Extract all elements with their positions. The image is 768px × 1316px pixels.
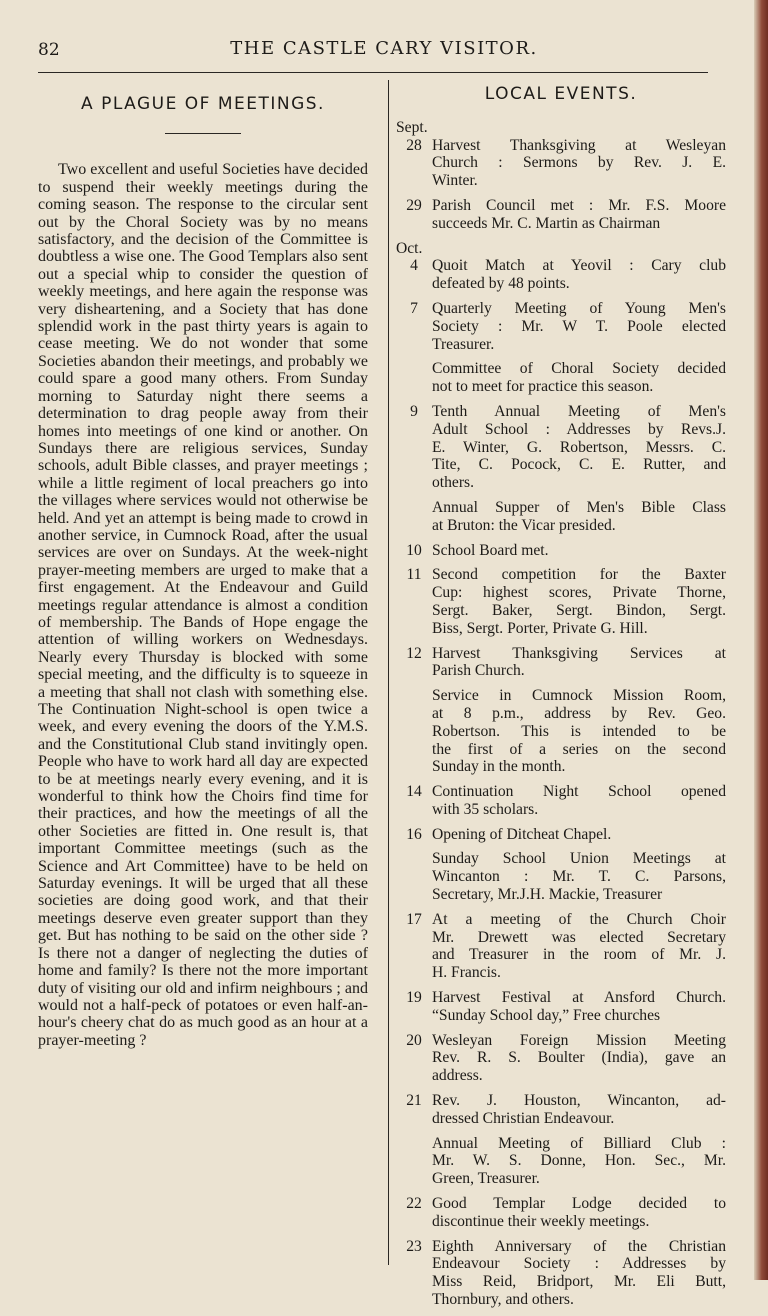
events-column xyxy=(396,86,726,1316)
event-line: Mr. Drewett was elected Secretary xyxy=(432,928,726,946)
event-line: and Treasurer in the room of Mr. J. xyxy=(432,946,726,964)
event-line: Harvest Festival at Ansford Church. xyxy=(432,989,726,1007)
event-entry xyxy=(396,1195,726,1231)
event-day: 20 xyxy=(406,1031,422,1049)
event-text xyxy=(432,645,726,777)
article-title: A PLAGUE OF MEETINGS. xyxy=(81,94,325,114)
event-day: 22 xyxy=(406,1195,422,1213)
month-label: Oct. xyxy=(396,239,423,257)
month-label: Sept. xyxy=(396,118,428,136)
event-line: Treasurer. xyxy=(432,335,495,353)
event-line: discontinue their weekly meetings. xyxy=(432,1212,650,1230)
event-day: 29 xyxy=(406,196,422,214)
event-line: School Board met. xyxy=(432,541,549,559)
event-text xyxy=(432,197,726,233)
event-day: 14 xyxy=(406,783,422,801)
event-item xyxy=(432,687,726,776)
event-line: Rev. J. Houston, Wincanton, ad- xyxy=(432,1092,726,1110)
book-spine-edge xyxy=(754,0,768,1280)
event-day: 11 xyxy=(406,566,422,584)
event-item xyxy=(432,1238,726,1309)
event-line: Robertson. This is intended to be xyxy=(432,722,726,740)
event-entry xyxy=(396,1238,726,1309)
event-item xyxy=(432,1135,726,1188)
event-line: succeeds Mr. C. Martin as Chairman xyxy=(432,214,661,232)
event-entry xyxy=(396,1032,726,1085)
event-item xyxy=(432,911,726,982)
event-entry xyxy=(396,300,726,396)
event-line: Service in Cumnock Mission Room, xyxy=(432,687,726,705)
title-rule xyxy=(165,133,241,134)
event-line: Quarterly Meeting of Young Men's xyxy=(432,299,726,317)
event-line: H. Francis. xyxy=(432,964,501,982)
event-text xyxy=(432,1195,726,1231)
event-line: at 8 p.m., address by Rev. Geo. xyxy=(432,704,726,722)
event-line: Annual Supper of Men's Bible Class xyxy=(432,498,726,516)
event-line: “Sunday School day,” Free churches xyxy=(432,1006,661,1024)
event-text xyxy=(432,1238,726,1309)
event-day: 4 xyxy=(410,257,418,275)
event-entry xyxy=(396,826,726,904)
event-line: Cup: highest scores, Private Thorne, xyxy=(432,584,726,602)
event-day: 12 xyxy=(406,644,422,662)
event-line: Quoit Match at Yeovil : Cary club xyxy=(432,257,726,275)
event-item xyxy=(432,645,726,681)
event-text xyxy=(432,300,726,396)
event-line: Tenth Annual Meeting of Men's xyxy=(432,402,726,420)
event-entry xyxy=(396,783,726,819)
event-line: Continuation Night School opened xyxy=(432,783,726,801)
event-item xyxy=(432,1032,726,1085)
event-line: Green, Treasurer. xyxy=(432,1170,540,1188)
event-item xyxy=(432,1195,726,1231)
event-line: with 35 scholars. xyxy=(432,800,539,818)
event-text xyxy=(432,783,726,819)
event-line: Tite, C. Pocock, C. E. Rutter, and xyxy=(432,456,726,474)
event-line: Harvest Thanksgiving at Wesleyan xyxy=(432,136,726,154)
article-column xyxy=(38,90,368,1049)
page-number: 82 xyxy=(38,40,60,60)
event-line: at Bruton: the Vicar presided. xyxy=(432,516,616,534)
column-divider xyxy=(388,80,389,1265)
event-text xyxy=(432,257,726,293)
event-text xyxy=(432,826,726,904)
header-rule xyxy=(38,72,708,73)
event-item xyxy=(432,197,726,233)
event-text xyxy=(432,989,726,1025)
event-line: Parish Church. xyxy=(432,662,525,680)
event-entry xyxy=(396,989,726,1025)
event-item xyxy=(432,783,726,819)
event-day: 16 xyxy=(406,825,422,843)
event-line: Mr. W. S. Donne, Hon. Sec., Mr. xyxy=(432,1152,726,1170)
article-body: Two excellent and useful Societies have decided to suspend their weekly meetings during the coming season. The response to the circular sent out by the Choral Society was by no means satisfactory, and the decision of the Committee is doubtless a wise one. The Good Templars also sent out a special whip to consider the question of weekly meetings, and here again the response was very disheartening, and a Society that has done splendid work in the past thirty years is again to cease meeting. We do not wonder that some Societies abandon their meetings, and probably we could spare a good many others. From Sunday morning to Saturday night there seems a determination to drag people away from their homes into meetings of one kind or another. On Sundays there are religious services, Sunday schools, adult Bible classes, and prayer meetings ; while a little regiment of local preachers go into the villages where services would not otherwise be held. And yet an attempt is being made to crowd in another service, in Cumnock Road, after the usual services are over on Sundays. At the week-night prayer-meeting members are urged to make that a first engagement. At the Endeavour and Guild meetings regular attendance is almost a condition of membership. The Bands of Hope engage the attention of willing workers on Wednesdays. Nearly every Thursday is blocked with some special meeting, and the difficulty is to squeeze in a meeting that shall not clash with something else. The Continuation Night-school is open twice a week, and every evening the doors of the Y.M.S. and the Constitutional Club stand invitingly open. People who have to work hard all day are expected to be at meetings nearly every evening, and it is wonderful to think how the Choirs find time for their practices, and how the meetings of all the other Societies are fitted in. One result is, that important Committee meetings (such as the Science and Art Committee) have to be held on Saturday evenings. It will be urged that all these societies are doing good work, and that their meetings deserve even greater support than they get. But has nothing to be said on the other side ? Is there not a danger of neglecting the duties of home and family? Is there not the more important duty of visiting our old and infirm neighbours ; and would not a half-peck of potatoes or even half-an-hour's cheery chat do as much good as an hour at a prayer-meeting ? xyxy=(38,161,368,1049)
events-list xyxy=(396,119,726,1309)
event-line: E. Winter, G. Robertson, Messrs. C. xyxy=(432,438,726,456)
event-line: Wincanton : Mr. T. C. Parsons, xyxy=(432,868,726,886)
event-item xyxy=(432,566,726,637)
event-entry xyxy=(396,911,726,982)
event-day: 10 xyxy=(406,541,422,559)
event-line: At a meeting of the Church Choir xyxy=(432,910,726,928)
event-entry xyxy=(396,403,726,535)
event-line: Eighth Anniversary of the Christian xyxy=(432,1237,726,1255)
event-item xyxy=(432,300,726,353)
event-item xyxy=(432,137,726,190)
event-text xyxy=(432,403,726,535)
event-entry xyxy=(396,257,726,293)
event-item xyxy=(432,1092,726,1128)
event-entry xyxy=(396,566,726,637)
event-line: Parish Council met : Mr. F.S. Moore xyxy=(432,196,726,214)
event-line: not to meet for practice this season. xyxy=(432,378,654,396)
event-line: Church : Sermons by Rev. J. E. xyxy=(432,154,726,172)
event-day: 19 xyxy=(406,989,422,1007)
event-line: Annual Meeting of Billiard Club : xyxy=(432,1134,726,1152)
event-line: others. xyxy=(432,474,475,492)
event-item xyxy=(432,499,726,535)
event-line: Secretary, Mr.J.H. Mackie, Treasurer xyxy=(432,886,663,904)
event-line: Committee of Choral Society decided xyxy=(432,360,726,378)
event-entry xyxy=(396,137,726,190)
event-line: Harvest Thanksgiving Services at xyxy=(432,644,726,662)
events-title: LOCAL EVENTS. xyxy=(484,84,638,104)
event-line: Opening of Ditcheat Chapel. xyxy=(432,825,612,843)
event-line: Wesleyan Foreign Mission Meeting xyxy=(432,1031,726,1049)
event-text xyxy=(432,1032,726,1085)
event-day: 28 xyxy=(406,136,422,154)
event-text xyxy=(432,911,726,982)
event-line: Rev. R. S. Boulter (India), gave an xyxy=(432,1049,726,1067)
event-line: Second competition for the Baxter xyxy=(432,566,726,584)
event-line: defeated by 48 points. xyxy=(432,275,570,293)
event-line: Adult School : Addresses by Revs.J. xyxy=(432,420,726,438)
event-line: Miss Reid, Bridport, Mr. Eli Butt, xyxy=(432,1273,726,1291)
event-line: dressed Christian Endeavour. xyxy=(432,1109,615,1127)
event-day: 9 xyxy=(410,402,418,420)
event-text xyxy=(432,137,726,190)
event-line: the first of a series on the second xyxy=(432,740,726,758)
event-day: 17 xyxy=(406,910,422,928)
event-item xyxy=(432,542,726,560)
event-entry xyxy=(396,645,726,777)
event-entry xyxy=(396,197,726,233)
event-line: Winter. xyxy=(432,172,478,190)
event-line: Sunday School Union Meetings at xyxy=(432,850,726,868)
event-line: Thornbury, and others. xyxy=(432,1291,574,1309)
event-line: Sergt. Baker, Sergt. Bindon, Sergt. xyxy=(432,601,726,619)
event-item xyxy=(432,403,726,492)
event-text xyxy=(432,1092,726,1188)
event-line: Good Templar Lodge decided to xyxy=(432,1195,726,1213)
event-text xyxy=(432,542,726,560)
event-line: Endeavour Society : Addresses by xyxy=(432,1255,726,1273)
event-entry xyxy=(396,1092,726,1188)
event-line: Biss, Sergt. Porter, Private G. Hill. xyxy=(432,619,648,637)
event-line: Society : Mr. W T. Poole elected xyxy=(432,317,726,335)
event-line: address. xyxy=(432,1067,483,1085)
event-day: 7 xyxy=(410,299,418,317)
event-text xyxy=(432,566,726,637)
event-item xyxy=(432,826,726,844)
event-item xyxy=(432,360,726,396)
event-item xyxy=(432,257,726,293)
event-day: 21 xyxy=(406,1092,422,1110)
event-item xyxy=(432,989,726,1025)
running-title: THE CASTLE CARY VISITOR. xyxy=(230,38,538,59)
event-entry xyxy=(396,542,726,560)
event-item xyxy=(432,850,726,903)
event-day: 23 xyxy=(406,1237,422,1255)
event-line: Sunday in the month. xyxy=(432,758,566,776)
